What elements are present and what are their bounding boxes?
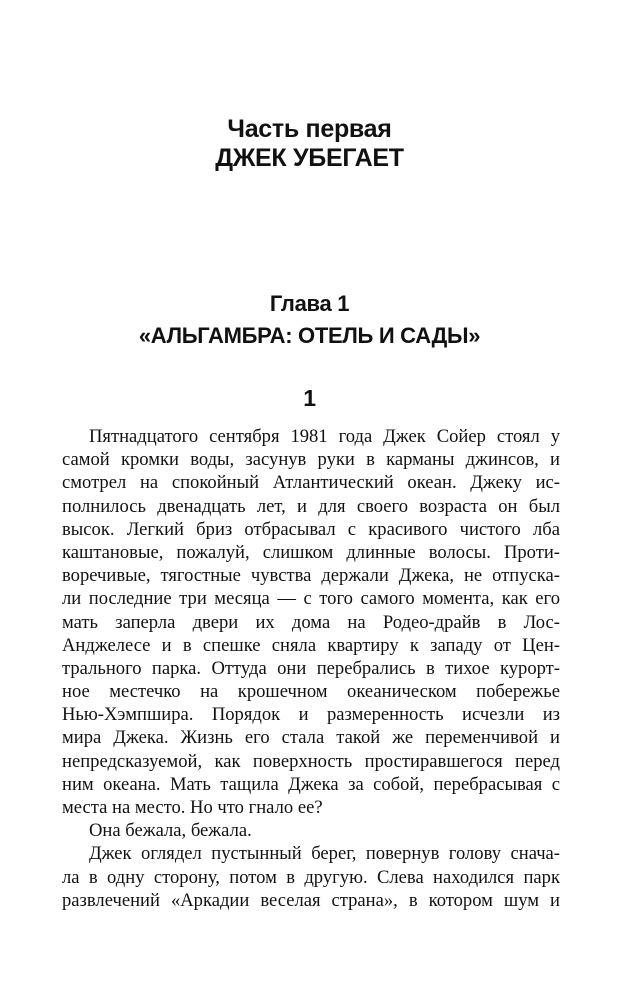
text-line: непредсказуемой, как поверхность простиравшегося перед	[62, 750, 560, 772]
text-line: воречивые, тягостные чувства держали Джека, не отпуска-	[62, 565, 560, 587]
body-text	[62, 425, 560, 912]
text-line: полнилось двенадцать лет, и для своего возраста он был	[62, 495, 560, 517]
text-line: каштановые, пожалуй, слишком длинные волосы. Проти-	[62, 541, 560, 563]
text-line: Анджелесе и в спешке сняла квартиру к западу от Цен-	[62, 634, 560, 656]
text-line: развлечений «Аркадии веселая страна», в котором шум и	[62, 889, 560, 911]
chapter-title: «АЛЬГАМБРА: ОТЕЛЬ И САДЫ»	[138, 323, 481, 348]
text-line: ное местечко на крошечном океаническом побережье	[62, 681, 560, 703]
text-line: Нью-Хэмпшира. Порядок и размеренность исчезли из	[62, 704, 560, 726]
part-title: ДЖЕК УБЕГАЕТ	[215, 144, 404, 172]
text-line: Джек оглядел пустынный берег, повернув голову снача-	[89, 843, 560, 865]
text-line: Пятнадцатого сентября 1981 года Джек Сойер стоял у	[89, 426, 560, 447]
text-line: самой кромки воды, засунув руки в карманы джинсов, и	[62, 449, 560, 471]
chapter-label: Глава 1	[269, 291, 350, 316]
text-line: мать заперла двери их дома на Родео-драйв в Лос-	[62, 611, 560, 633]
part-label: Часть первая	[227, 115, 392, 143]
section-number: 1	[303, 385, 316, 411]
text-line: места на место. Но что гнало ее?	[62, 797, 323, 818]
text-line: Она бежала, бежала.	[89, 820, 252, 842]
text-line: ним океана. Мать тащила Джека за собой, перебрасывая с	[62, 773, 560, 795]
text-line: трального парка. Оттуда они перебрались в тихое курорт-	[62, 657, 560, 679]
text-line: мира Джека. Жизнь его стала такой же переменчивой и	[62, 727, 560, 749]
text-line: высок. Легкий бриз отбрасывал с красивого чистого лба	[62, 518, 560, 540]
text-line: ла в одну сторону, потом в другую. Слева находился парк	[62, 866, 560, 888]
text-line: смотрел на спокойный Атлантический океан. Джеку ис-	[62, 472, 560, 494]
text-line: ли последние три месяца — с того самого момента, как его	[62, 588, 560, 610]
